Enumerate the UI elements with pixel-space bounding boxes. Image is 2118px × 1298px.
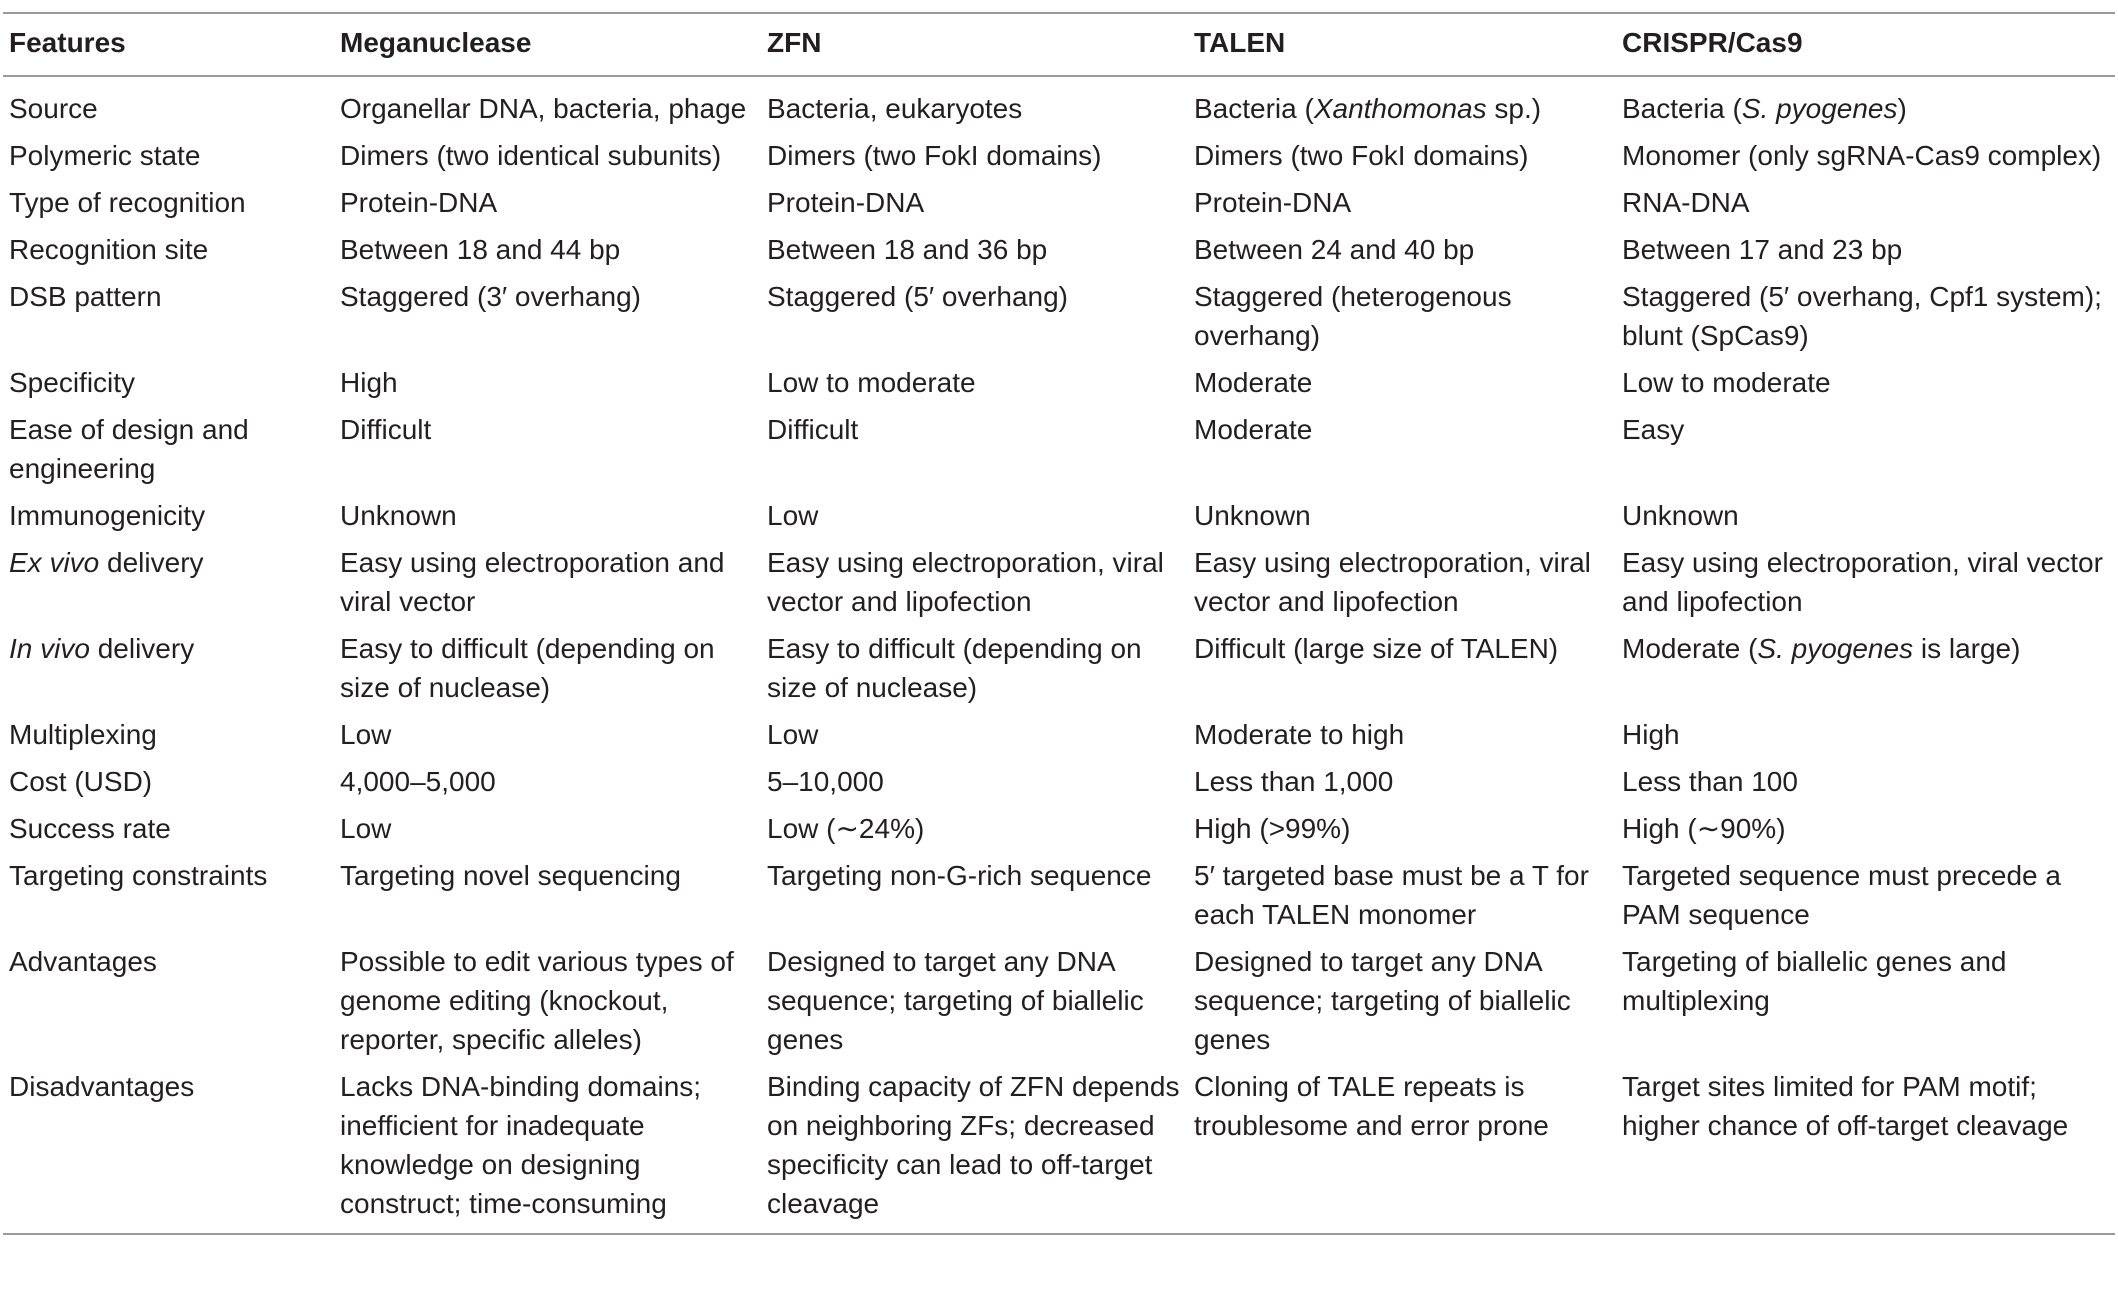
header-talen: TALEN: [1194, 27, 1286, 58]
cell-crispr-cas9: [1616, 492, 2115, 539]
cell-text: Easy to difficult (depending on size of nuclease): [340, 633, 715, 703]
genome-editing-comparison-table: [3, 12, 2115, 1235]
cell-zfn: [761, 938, 1188, 1063]
cell-text: Low (∼24%): [767, 813, 925, 844]
cell-feature: [3, 273, 334, 359]
cell-text: Dimers (two identical subunits): [340, 140, 722, 171]
cell-feature: [3, 132, 334, 179]
cell-text: High (∼90%): [1622, 813, 1786, 844]
cell-zfn: [761, 625, 1188, 711]
cell-meganuclease: [334, 1063, 761, 1234]
cell-talen: [1188, 406, 1616, 492]
cell-text: Unknown: [1194, 500, 1311, 531]
cell-zfn: [761, 539, 1188, 625]
header-features: Features: [9, 27, 126, 58]
cell-meganuclease: [334, 359, 761, 406]
cell-text: S. pyogenes: [1741, 93, 1898, 124]
cell-feature: [3, 406, 334, 492]
cell-text: Easy using electroporation and viral vector: [340, 547, 725, 617]
cell-meganuclease: [334, 492, 761, 539]
cell-text: RNA-DNA: [1622, 187, 1750, 218]
cell-text: Bacteria (: [1622, 93, 1742, 124]
cell-meganuclease: [334, 273, 761, 359]
cell-text: Easy to difficult (depending on size of nuclease): [767, 633, 1142, 703]
cell-text: Xanthomonas: [1313, 93, 1487, 124]
cell-zfn: [761, 492, 1188, 539]
cell-text: Dimers (two FokI domains): [767, 140, 1102, 171]
cell-talen: [1188, 492, 1616, 539]
cell-meganuclease: [334, 132, 761, 179]
cell-zfn: [761, 711, 1188, 758]
cell-text: Lacks DNA-binding domains; inefficient for inadequate knowledge on designing construct; time-consuming: [340, 1071, 702, 1219]
cell-text: Difficult (large size of TALEN): [1194, 633, 1559, 664]
cell-crispr-cas9: [1616, 273, 2115, 359]
cell-text: Polymeric state: [9, 140, 201, 171]
header-row: [3, 13, 2115, 76]
cell-text: Binding capacity of ZFN depends on neighboring ZFs; decreased specificity can lead to off-target cleavage: [767, 1071, 1180, 1219]
cell-text: Targeting non-G-rich sequence: [767, 860, 1152, 891]
cell-zfn: [761, 226, 1188, 273]
cell-meganuclease: [334, 179, 761, 226]
cell-text: Moderate: [1194, 367, 1313, 398]
cell-text: High (>99%): [1194, 813, 1351, 844]
cell-feature: [3, 625, 334, 711]
cell-zfn: [761, 852, 1188, 938]
cell-crispr-cas9: [1616, 852, 2115, 938]
cell-text: 5–10,000: [767, 766, 884, 797]
table-row: [3, 273, 2115, 359]
cell-meganuclease: [334, 539, 761, 625]
cell-text: Source: [9, 93, 98, 124]
cell-crispr-cas9: [1616, 625, 2115, 711]
cell-text: Less than 1,000: [1194, 766, 1394, 797]
cell-text: Moderate to high: [1194, 719, 1405, 750]
cell-text: Staggered (5′ overhang): [767, 281, 1068, 312]
table-body: [3, 76, 2115, 1234]
cell-feature: [3, 76, 334, 132]
cell-talen: [1188, 805, 1616, 852]
cell-talen: [1188, 76, 1616, 132]
cell-talen: [1188, 938, 1616, 1063]
cell-text: Low to moderate: [1622, 367, 1831, 398]
cell-feature: [3, 758, 334, 805]
table-row: [3, 226, 2115, 273]
table-header: [3, 13, 2115, 76]
table-row: [3, 359, 2115, 406]
cell-text: Unknown: [1622, 500, 1739, 531]
cell-text: delivery: [89, 633, 195, 664]
cell-crispr-cas9: [1616, 711, 2115, 758]
cell-text: Low: [340, 719, 392, 750]
cell-crispr-cas9: [1616, 539, 2115, 625]
cell-text: Organellar DNA, bacteria, phage: [340, 93, 747, 124]
cell-text: Easy using electroporation, viral vector and lipofection: [1622, 547, 2103, 617]
cell-feature: [3, 805, 334, 852]
cell-feature: [3, 711, 334, 758]
cell-text: Targeting novel sequencing: [340, 860, 681, 891]
cell-text: Less than 100: [1622, 766, 1798, 797]
header-meganuclease: Meganuclease: [340, 27, 532, 58]
cell-talen: [1188, 711, 1616, 758]
cell-talen: [1188, 359, 1616, 406]
cell-text: Target sites limited for PAM motif; higher chance of off-target cleavage: [1622, 1071, 2069, 1141]
cell-text: is large): [1913, 633, 2021, 664]
table-row: [3, 492, 2115, 539]
cell-crispr-cas9: [1616, 359, 2115, 406]
cell-crispr-cas9: [1616, 1063, 2115, 1234]
cell-text: Difficult: [340, 414, 432, 445]
cell-text: Between 18 and 44 bp: [340, 234, 621, 265]
cell-text: Easy using electroporation, viral vector and lipofection: [1194, 547, 1591, 617]
cell-zfn: [761, 273, 1188, 359]
header-crispr-cas9: CRISPR/Cas9: [1622, 27, 1803, 58]
cell-talen: [1188, 226, 1616, 273]
table-row: [3, 625, 2115, 711]
cell-text: ): [1897, 93, 1907, 124]
cell-meganuclease: [334, 76, 761, 132]
cell-text: Disadvantages: [9, 1071, 195, 1102]
cell-crispr-cas9: [1616, 758, 2115, 805]
table-row: [3, 132, 2115, 179]
cell-text: Between 17 and 23 bp: [1622, 234, 1903, 265]
cell-text: Low: [767, 719, 819, 750]
cell-crispr-cas9: [1616, 76, 2115, 132]
cell-text: High: [340, 367, 398, 398]
cell-talen: [1188, 132, 1616, 179]
table-row: [3, 406, 2115, 492]
cell-meganuclease: [334, 625, 761, 711]
cell-meganuclease: [334, 711, 761, 758]
cell-text: Low: [767, 500, 819, 531]
cell-zfn: [761, 359, 1188, 406]
cell-text: Between 18 and 36 bp: [767, 234, 1048, 265]
cell-text: S. pyogenes: [1757, 633, 1914, 664]
table-row: [3, 805, 2115, 852]
cell-meganuclease: [334, 852, 761, 938]
cell-text: DSB pattern: [9, 281, 162, 312]
table-row: [3, 852, 2115, 938]
cell-talen: [1188, 758, 1616, 805]
cell-text: Between 24 and 40 bp: [1194, 234, 1475, 265]
cell-text: delivery: [99, 547, 204, 578]
cell-text: Ease of design and engineering: [9, 414, 249, 484]
cell-text: Moderate (: [1622, 633, 1758, 664]
table-row: [3, 179, 2115, 226]
cell-text: Protein-DNA: [767, 187, 925, 218]
cell-text: Possible to edit various types of genome editing (knockout, reporter, specific alleles): [340, 946, 734, 1055]
cell-text: Targeting constraints: [9, 860, 268, 891]
cell-text: Recognition site: [9, 234, 209, 265]
cell-text: Cloning of TALE repeats is troublesome and error prone: [1194, 1071, 1549, 1141]
cell-text: Easy: [1622, 414, 1685, 445]
cell-crispr-cas9: [1616, 938, 2115, 1063]
cell-crispr-cas9: [1616, 805, 2115, 852]
cell-text: 4,000–5,000: [340, 766, 496, 797]
cell-text: Type of recognition: [9, 187, 246, 218]
cell-zfn: [761, 1063, 1188, 1234]
cell-meganuclease: [334, 758, 761, 805]
table-row: [3, 758, 2115, 805]
cell-zfn: [761, 805, 1188, 852]
table-row: [3, 938, 2115, 1063]
header-zfn: ZFN: [767, 27, 822, 58]
cell-text: Low: [340, 813, 392, 844]
cell-crispr-cas9: [1616, 406, 2115, 492]
cell-text: Monomer (only sgRNA-Cas9 complex): [1622, 140, 2102, 171]
table-row: [3, 1063, 2115, 1234]
cell-talen: [1188, 625, 1616, 711]
cell-text: Ex vivo: [9, 547, 100, 578]
cell-crispr-cas9: [1616, 132, 2115, 179]
cell-zfn: [761, 758, 1188, 805]
cell-feature: [3, 359, 334, 406]
cell-text: Bacteria (: [1194, 93, 1314, 124]
cell-talen: [1188, 1063, 1616, 1234]
cell-feature: [3, 938, 334, 1063]
cell-text: sp.): [1486, 93, 1542, 124]
cell-crispr-cas9: [1616, 226, 2115, 273]
cell-text: 5′ targeted base must be a T for each TALEN monomer: [1194, 860, 1589, 930]
cell-zfn: [761, 76, 1188, 132]
cell-feature: [3, 1063, 334, 1234]
cell-feature: [3, 179, 334, 226]
table-row: [3, 711, 2115, 758]
cell-text: Low to moderate: [767, 367, 976, 398]
cell-talen: [1188, 273, 1616, 359]
cell-text: Difficult: [767, 414, 859, 445]
cell-text: Designed to target any DNA sequence; targeting of biallelic genes: [767, 946, 1144, 1055]
cell-text: Specificity: [9, 367, 136, 398]
cell-meganuclease: [334, 805, 761, 852]
table-row: [3, 539, 2115, 625]
cell-text: Cost (USD): [9, 766, 153, 797]
cell-text: Multiplexing: [9, 719, 157, 750]
cell-text: Advantages: [9, 946, 157, 977]
cell-text: In vivo: [9, 633, 90, 664]
cell-text: Staggered (5′ overhang, Cpf1 system); blunt (SpCas9): [1622, 281, 2102, 351]
cell-text: Immunogenicity: [9, 500, 206, 531]
cell-talen: [1188, 852, 1616, 938]
cell-zfn: [761, 132, 1188, 179]
cell-text: Designed to target any DNA sequence; targeting of biallelic genes: [1194, 946, 1571, 1055]
cell-feature: [3, 492, 334, 539]
cell-text: Dimers (two FokI domains): [1194, 140, 1529, 171]
cell-text: Moderate: [1194, 414, 1313, 445]
cell-feature: [3, 226, 334, 273]
table-row: [3, 76, 2115, 132]
cell-text: Staggered (heterogenous overhang): [1194, 281, 1512, 351]
cell-text: Targeted sequence must precede a PAM sequence: [1622, 860, 2061, 930]
cell-text: Unknown: [340, 500, 457, 531]
cell-talen: [1188, 539, 1616, 625]
cell-text: Protein-DNA: [1194, 187, 1352, 218]
cell-text: Targeting of biallelic genes and multiplexing: [1622, 946, 2007, 1016]
cell-zfn: [761, 406, 1188, 492]
cell-text: Easy using electroporation, viral vector and lipofection: [767, 547, 1164, 617]
cell-feature: [3, 539, 334, 625]
cell-meganuclease: [334, 938, 761, 1063]
cell-meganuclease: [334, 406, 761, 492]
cell-text: Bacteria, eukaryotes: [767, 93, 1023, 124]
cell-zfn: [761, 179, 1188, 226]
cell-talen: [1188, 179, 1616, 226]
cell-text: Success rate: [9, 813, 171, 844]
cell-feature: [3, 852, 334, 938]
cell-meganuclease: [334, 226, 761, 273]
cell-text: Protein-DNA: [340, 187, 498, 218]
cell-text: Staggered (3′ overhang): [340, 281, 641, 312]
cell-crispr-cas9: [1616, 179, 2115, 226]
cell-text: High: [1622, 719, 1680, 750]
